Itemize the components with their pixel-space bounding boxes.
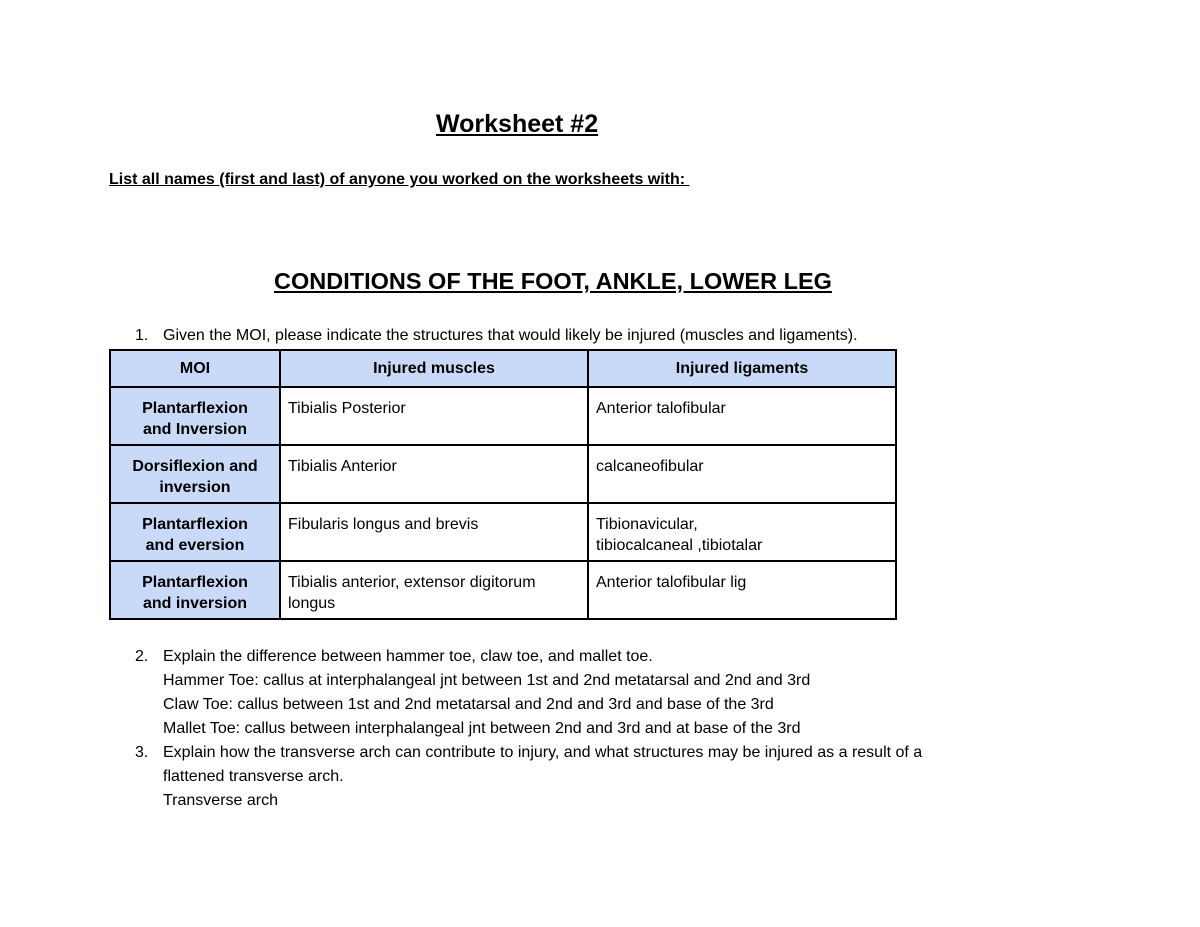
ligaments-cell [588, 387, 896, 445]
moi-line: Plantarflexion [142, 516, 248, 533]
question-3-number: 3. [135, 744, 149, 761]
ligaments-cell [588, 561, 896, 619]
ligaments-line: calcaneofibular [596, 458, 704, 475]
muscles-cell [280, 445, 588, 503]
ligaments-line: tibiocalcaneal ,tibiotalar [596, 537, 763, 554]
moi-line: Dorsiflexion and [132, 458, 258, 475]
muscles-cell [280, 561, 588, 619]
question-1-text: Given the MOI, please indicate the structures that would likely be injured (muscles and ligaments). [163, 327, 858, 344]
question-2 [135, 645, 1035, 741]
table-row [110, 445, 896, 503]
moi-line: and eversion [145, 537, 245, 554]
worksheet-title: Worksheet #2 [436, 110, 599, 138]
muscles-line: Fibularis longus and brevis [288, 516, 479, 533]
question-1 [135, 324, 1035, 348]
muscles-line: Tibialis Posterior [288, 400, 406, 417]
question-3-text-line1: Explain how the transverse arch can contribute to injury, and what structures may be injured as a result of a [163, 744, 923, 761]
mallet-toe-answer: Mallet Toe: callus between interphalangeal jnt between 2nd and 3rd and at base of the 3rd [163, 720, 801, 737]
muscles-line: longus [288, 595, 336, 612]
muscles-line: Tibialis anterior, extensor digitorum [288, 574, 536, 591]
moi-cell [110, 445, 280, 503]
hammer-toe-answer: Hammer Toe: callus at interphalangeal jnt between 1st and 2nd metatarsal and 2nd and 3rd [163, 672, 811, 689]
table-header-row [110, 350, 896, 387]
moi-line: and inversion [142, 595, 248, 612]
transverse-arch-answer: Transverse arch [163, 792, 278, 809]
table-row [110, 503, 896, 561]
moi-line: Plantarflexion [142, 400, 248, 417]
muscles-cell [280, 503, 588, 561]
muscles-line: Tibialis Anterior [288, 458, 397, 475]
question-2-text: Explain the difference between hammer toe, claw toe, and mallet toe. [163, 648, 653, 665]
header-injured-muscles: Injured muscles [280, 350, 588, 387]
question-3-text-line2: flattened transverse arch. [163, 768, 344, 785]
ligaments-cell [588, 445, 896, 503]
moi-line: inversion [159, 479, 231, 496]
question-3 [135, 741, 1135, 813]
ligaments-line: Anterior talofibular lig [596, 574, 747, 591]
moi-line: and Inversion [142, 421, 248, 438]
moi-table [109, 349, 897, 620]
muscles-cell [280, 387, 588, 445]
ligaments-cell [588, 503, 896, 561]
moi-cell [110, 561, 280, 619]
names-prompt: List all names (first and last) of anyone you worked on the worksheets with: [109, 171, 690, 188]
ligaments-line: Anterior talofibular [596, 400, 726, 417]
moi-cell [110, 503, 280, 561]
claw-toe-answer: Claw Toe: callus between 1st and 2nd metatarsal and 2nd and 3rd and base of the 3rd [163, 696, 774, 713]
moi-cell [110, 387, 280, 445]
header-moi: MOI [110, 350, 280, 387]
question-1-number: 1. [135, 327, 149, 344]
section-heading: CONDITIONS OF THE FOOT, ANKLE, LOWER LEG [274, 268, 832, 294]
question-2-number: 2. [135, 648, 149, 665]
moi-line: Plantarflexion [142, 574, 248, 591]
table-row [110, 387, 896, 445]
table-row [110, 561, 896, 619]
header-injured-ligaments: Injured ligaments [588, 350, 896, 387]
ligaments-line: Tibionavicular, [596, 516, 698, 533]
